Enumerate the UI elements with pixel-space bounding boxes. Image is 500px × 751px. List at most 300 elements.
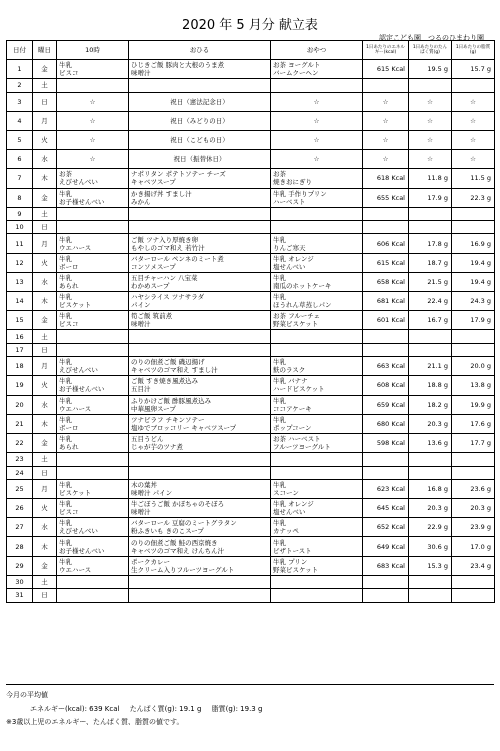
energy-cell: ☆ bbox=[363, 92, 409, 111]
protein-cell: 22.4 g bbox=[409, 292, 452, 311]
pm-snack-cell bbox=[271, 556, 363, 575]
lunch-cell bbox=[129, 537, 271, 556]
cell-line: 牛乳 手作りプリン bbox=[273, 189, 327, 198]
day-cell: 14 bbox=[7, 292, 33, 311]
fat-cell: 20.0 g bbox=[452, 357, 495, 376]
cell-line: 麩のラスク bbox=[273, 366, 306, 375]
weekday-cell: 金 bbox=[33, 311, 57, 330]
cell-line: お茶 フルーチェ bbox=[273, 312, 321, 321]
lunch-cell bbox=[129, 395, 271, 414]
cell-line: 味噌汁 bbox=[131, 320, 151, 329]
cell-line: 祝日（みどりの日） bbox=[170, 116, 229, 125]
day-cell: 4 bbox=[7, 111, 33, 130]
cell-line: ココアケーキ bbox=[273, 404, 312, 413]
protein-cell: 21.5 g bbox=[409, 272, 452, 291]
day-cell: 15 bbox=[7, 311, 33, 330]
lunch-cell bbox=[129, 188, 271, 207]
protein-cell: 18.7 g bbox=[409, 253, 452, 272]
pm-snack-cell bbox=[271, 395, 363, 414]
day-cell: 24 bbox=[7, 466, 33, 479]
am-snack-cell bbox=[57, 357, 129, 376]
fat-cell bbox=[452, 330, 495, 343]
cell-line: えびせんべい bbox=[59, 178, 98, 187]
energy-cell: 606 Kcal bbox=[363, 234, 409, 253]
cell-line: ピザトースト bbox=[273, 546, 312, 555]
pm-snack-cell bbox=[271, 466, 363, 479]
am-snack-cell bbox=[57, 453, 129, 466]
fat-cell: 22.3 g bbox=[452, 188, 495, 207]
cell-line: ☆ bbox=[313, 155, 320, 164]
cell-line: ☆ bbox=[89, 116, 96, 125]
am-snack-cell bbox=[57, 130, 129, 149]
energy-cell: 652 Kcal bbox=[363, 518, 409, 537]
cell-line: ボーロ bbox=[59, 423, 79, 432]
table-row bbox=[7, 575, 495, 588]
cell-line: 筍ご飯 筑前煮 bbox=[131, 312, 173, 321]
lunch-cell bbox=[129, 518, 271, 537]
fat-cell: ☆ bbox=[452, 130, 495, 149]
table-row bbox=[7, 395, 495, 414]
protein-cell: 21.1 g bbox=[409, 357, 452, 376]
cell-line: 牛乳 bbox=[59, 358, 72, 367]
pm-snack-cell bbox=[271, 253, 363, 272]
protein-cell bbox=[409, 207, 452, 220]
lunch-cell bbox=[129, 292, 271, 311]
day-cell: 12 bbox=[7, 253, 33, 272]
cell-line: もやしのゴマ和え 若竹汁 bbox=[131, 243, 205, 252]
cell-line: ☆ bbox=[313, 116, 320, 125]
am-snack-cell bbox=[57, 479, 129, 498]
fat-cell bbox=[452, 343, 495, 356]
cell-line: パイン bbox=[131, 301, 151, 310]
fat-cell bbox=[452, 221, 495, 234]
energy-cell bbox=[363, 221, 409, 234]
cell-line: 木の葉丼 bbox=[131, 481, 157, 490]
am-snack-cell bbox=[57, 311, 129, 330]
lunch-cell bbox=[129, 575, 271, 588]
fat-cell: 23.4 g bbox=[452, 556, 495, 575]
cell-line: 牛乳 bbox=[273, 293, 286, 302]
day-cell: 28 bbox=[7, 537, 33, 556]
am-snack-cell bbox=[57, 272, 129, 291]
header-pm-snack: おやつ bbox=[271, 41, 363, 60]
day-cell: 6 bbox=[7, 150, 33, 169]
day-cell: 31 bbox=[7, 589, 33, 602]
cell-line: 五目うどん bbox=[131, 435, 164, 444]
weekday-cell: 月 bbox=[33, 234, 57, 253]
cell-line: キャベツのゴマ和え けんちん汁 bbox=[131, 546, 225, 555]
table-row bbox=[7, 376, 495, 395]
energy-cell: 618 Kcal bbox=[363, 169, 409, 188]
header-fat: 1日あたりの脂質(g) bbox=[452, 41, 495, 60]
cell-line: ポップコーン bbox=[273, 423, 312, 432]
pm-snack-cell bbox=[271, 518, 363, 537]
table-row bbox=[7, 221, 495, 234]
fat-cell: 15.7 g bbox=[452, 60, 495, 79]
lunch-cell bbox=[129, 169, 271, 188]
energy-cell: 655 Kcal bbox=[363, 188, 409, 207]
cell-line: 牛乳 bbox=[59, 273, 72, 282]
day-cell: 1 bbox=[7, 60, 33, 79]
cell-line: お子様せんべい bbox=[59, 197, 105, 206]
cell-line: 牛乳 bbox=[59, 415, 72, 424]
energy-cell: 658 Kcal bbox=[363, 272, 409, 291]
cell-line: ビスケット bbox=[59, 489, 92, 498]
pm-snack-cell bbox=[271, 357, 363, 376]
fat-cell: 17.0 g bbox=[452, 537, 495, 556]
fat-cell: 13.8 g bbox=[452, 376, 495, 395]
table-row bbox=[7, 589, 495, 602]
cell-line: 牛乳 bbox=[59, 312, 72, 321]
fat-cell: 23.6 g bbox=[452, 479, 495, 498]
weekday-cell: 水 bbox=[33, 395, 57, 414]
fat-cell: 17.6 g bbox=[452, 414, 495, 433]
header-day: 日付 bbox=[7, 41, 33, 60]
fat-cell: 23.9 g bbox=[452, 518, 495, 537]
fat-cell bbox=[452, 466, 495, 479]
am-snack-cell bbox=[57, 518, 129, 537]
day-cell: 21 bbox=[7, 414, 33, 433]
table-row bbox=[7, 433, 495, 452]
energy-cell: ☆ bbox=[363, 150, 409, 169]
cell-line: ☆ bbox=[313, 97, 320, 106]
lunch-cell bbox=[129, 311, 271, 330]
day-cell: 25 bbox=[7, 479, 33, 498]
pm-snack-cell bbox=[271, 169, 363, 188]
cell-line: りんご寒天 bbox=[273, 243, 306, 252]
day-cell: 18 bbox=[7, 357, 33, 376]
cell-line: ウエハース bbox=[59, 404, 92, 413]
cell-line: 牛乳 バナナ bbox=[273, 377, 308, 386]
lunch-cell bbox=[129, 556, 271, 575]
cell-line: 牛乳 bbox=[59, 519, 72, 528]
pm-snack-cell bbox=[271, 479, 363, 498]
protein-cell: 20.3 g bbox=[409, 499, 452, 518]
energy-cell: 649 Kcal bbox=[363, 537, 409, 556]
protein-cell: 15.3 g bbox=[409, 556, 452, 575]
energy-cell: 598 Kcal bbox=[363, 433, 409, 452]
weekday-cell: 火 bbox=[33, 130, 57, 149]
header-am-snack: 10時 bbox=[57, 41, 129, 60]
cell-line: お茶 ハーベスト bbox=[273, 435, 321, 444]
average-values bbox=[30, 704, 270, 714]
pm-snack-cell bbox=[271, 188, 363, 207]
pm-snack-cell bbox=[271, 292, 363, 311]
protein-cell bbox=[409, 453, 452, 466]
average-title: 今月の平均値 bbox=[6, 691, 48, 699]
lunch-cell bbox=[129, 466, 271, 479]
cell-line: 塩ゆでブロッコリー キャベツスープ bbox=[131, 423, 237, 432]
lunch-cell bbox=[129, 272, 271, 291]
cell-line: えびせんべい bbox=[59, 366, 98, 375]
protein-cell: ☆ bbox=[409, 111, 452, 130]
table-row bbox=[7, 499, 495, 518]
fat-cell: 17.7 g bbox=[452, 433, 495, 452]
cell-line: 五目汁 bbox=[131, 385, 151, 394]
energy-cell: 663 Kcal bbox=[363, 357, 409, 376]
am-snack-cell bbox=[57, 376, 129, 395]
fat-cell: ☆ bbox=[452, 111, 495, 130]
energy-cell: 681 Kcal bbox=[363, 292, 409, 311]
average-fat: 脂質(g): 19.3 g bbox=[211, 705, 263, 713]
pm-snack-cell bbox=[271, 234, 363, 253]
fat-cell: 16.9 g bbox=[452, 234, 495, 253]
cell-line: 牛乳 bbox=[59, 61, 72, 70]
lunch-cell bbox=[129, 234, 271, 253]
pm-snack-cell bbox=[271, 272, 363, 291]
cell-line: バームクーヘン bbox=[273, 69, 319, 78]
cell-line: のりの佃煮ご飯 鮭の西京焼き bbox=[131, 538, 218, 547]
table-row bbox=[7, 272, 495, 291]
protein-cell: 18.2 g bbox=[409, 395, 452, 414]
cell-line: 牛乳 bbox=[273, 415, 286, 424]
pm-snack-cell bbox=[271, 60, 363, 79]
weekday-cell: 日 bbox=[33, 221, 57, 234]
pm-snack-cell bbox=[271, 92, 363, 111]
header-lunch: おひる bbox=[129, 41, 271, 60]
table-row bbox=[7, 479, 495, 498]
lunch-cell bbox=[129, 479, 271, 498]
cell-line: 五目チャーハン 八宝菜 bbox=[131, 273, 198, 282]
protein-cell: ☆ bbox=[409, 92, 452, 111]
table-header-row bbox=[7, 41, 495, 60]
table-row bbox=[7, 466, 495, 479]
energy-cell bbox=[363, 207, 409, 220]
weekday-cell: 木 bbox=[33, 292, 57, 311]
am-snack-cell bbox=[57, 253, 129, 272]
cell-line: 牛乳 bbox=[59, 557, 72, 566]
energy-cell: ☆ bbox=[363, 111, 409, 130]
pm-snack-cell bbox=[271, 376, 363, 395]
am-snack-cell bbox=[57, 207, 129, 220]
am-snack-cell bbox=[57, 111, 129, 130]
cell-line: ご飯 すき焼き風煮込み bbox=[131, 377, 199, 386]
lunch-cell bbox=[129, 92, 271, 111]
page-title: 2020 年 5 月分 献立表 bbox=[182, 18, 318, 33]
cell-line: ☆ bbox=[89, 155, 96, 164]
cell-line: ハーベスト bbox=[273, 197, 306, 206]
day-cell: 26 bbox=[7, 499, 33, 518]
am-snack-cell bbox=[57, 433, 129, 452]
energy-cell bbox=[363, 79, 409, 92]
weekday-cell: 土 bbox=[33, 207, 57, 220]
cell-line: お子様せんべい bbox=[59, 546, 105, 555]
cell-line: フルーツヨーグルト bbox=[273, 443, 331, 452]
cell-line: お子様せんべい bbox=[59, 385, 105, 394]
fat-cell bbox=[452, 589, 495, 602]
pm-snack-cell bbox=[271, 414, 363, 433]
cell-line: ハードビスケット bbox=[273, 385, 325, 394]
protein-cell: 20.3 g bbox=[409, 414, 452, 433]
day-cell: 19 bbox=[7, 376, 33, 395]
table-row bbox=[7, 188, 495, 207]
energy-cell: 680 Kcal bbox=[363, 414, 409, 433]
am-snack-cell bbox=[57, 589, 129, 602]
am-snack-cell bbox=[57, 343, 129, 356]
cell-line: ふりかけご飯 酢豚風煮込み bbox=[131, 396, 212, 405]
lunch-cell bbox=[129, 79, 271, 92]
cell-line: 味噌汁 bbox=[131, 508, 151, 517]
lunch-cell bbox=[129, 111, 271, 130]
table-row bbox=[7, 292, 495, 311]
cell-line: みかん bbox=[131, 197, 151, 206]
cell-line: 牛乳 bbox=[273, 519, 286, 528]
pm-snack-cell bbox=[271, 311, 363, 330]
energy-cell: 601 Kcal bbox=[363, 311, 409, 330]
energy-cell bbox=[363, 453, 409, 466]
cell-line: 牛ごぼうご飯 かぼちゃのそぼろ bbox=[131, 500, 225, 509]
day-cell: 9 bbox=[7, 207, 33, 220]
cell-line: あられ bbox=[59, 281, 79, 290]
lunch-cell bbox=[129, 343, 271, 356]
header-weekday: 曜日 bbox=[33, 41, 57, 60]
cell-line: 牛乳 bbox=[59, 538, 72, 547]
protein-cell bbox=[409, 589, 452, 602]
weekday-cell: 日 bbox=[33, 589, 57, 602]
lunch-cell bbox=[129, 130, 271, 149]
day-cell: 17 bbox=[7, 343, 33, 356]
am-snack-cell bbox=[57, 575, 129, 588]
protein-cell bbox=[409, 221, 452, 234]
cell-line: ご飯 ツナ入り厚焼き卵 bbox=[131, 235, 199, 244]
cell-line: 牛乳 bbox=[273, 273, 286, 282]
weekday-cell: 木 bbox=[33, 537, 57, 556]
protein-cell: ☆ bbox=[409, 150, 452, 169]
protein-cell: 17.8 g bbox=[409, 234, 452, 253]
protein-cell: 13.6 g bbox=[409, 433, 452, 452]
lunch-cell bbox=[129, 207, 271, 220]
weekday-cell: 金 bbox=[33, 188, 57, 207]
cell-line: 牛乳 bbox=[59, 500, 72, 509]
am-snack-cell bbox=[57, 188, 129, 207]
cell-line: お茶 bbox=[59, 170, 72, 179]
am-snack-cell bbox=[57, 150, 129, 169]
energy-cell: 615 Kcal bbox=[363, 60, 409, 79]
am-snack-cell bbox=[57, 92, 129, 111]
cell-line: 牛乳 bbox=[273, 396, 286, 405]
day-cell: 13 bbox=[7, 272, 33, 291]
protein-cell: 30.6 g bbox=[409, 537, 452, 556]
table-row bbox=[7, 311, 495, 330]
weekday-cell: 金 bbox=[33, 433, 57, 452]
day-cell: 3 bbox=[7, 92, 33, 111]
cell-line: 祝日（憲法記念日） bbox=[170, 97, 229, 106]
day-cell: 10 bbox=[7, 221, 33, 234]
pm-snack-cell bbox=[271, 575, 363, 588]
cell-line: 塩せんべい bbox=[273, 508, 306, 517]
cell-line: 牛乳 bbox=[59, 396, 72, 405]
weekday-cell: 木 bbox=[33, 414, 57, 433]
pm-snack-cell bbox=[271, 330, 363, 343]
energy-cell bbox=[363, 575, 409, 588]
cell-line: のりの佃煮ご飯 磯辺揚げ bbox=[131, 358, 205, 367]
energy-cell bbox=[363, 330, 409, 343]
fat-cell: 11.5 g bbox=[452, 169, 495, 188]
day-cell: 2 bbox=[7, 79, 33, 92]
cell-line: ほうれん草蒸しパン bbox=[273, 301, 332, 310]
table-row bbox=[7, 79, 495, 92]
cell-line: スコーン bbox=[273, 489, 299, 498]
protein-cell bbox=[409, 343, 452, 356]
lunch-cell bbox=[129, 453, 271, 466]
protein-cell: ☆ bbox=[409, 130, 452, 149]
lunch-cell bbox=[129, 60, 271, 79]
protein-cell: 18.8 g bbox=[409, 376, 452, 395]
table-row bbox=[7, 357, 495, 376]
weekday-cell: 月 bbox=[33, 111, 57, 130]
cell-line: 焼きおにぎり bbox=[273, 178, 312, 187]
protein-cell: 11.8 g bbox=[409, 169, 452, 188]
protein-cell: 22.9 g bbox=[409, 518, 452, 537]
menu-table bbox=[6, 40, 495, 603]
header-protein: 1日あたりのたんぱく質(g) bbox=[409, 41, 452, 60]
table-row bbox=[7, 234, 495, 253]
lunch-cell bbox=[129, 221, 271, 234]
cell-line: ☆ bbox=[89, 97, 96, 106]
protein-cell: 17.9 g bbox=[409, 188, 452, 207]
fat-cell bbox=[452, 453, 495, 466]
lunch-cell bbox=[129, 330, 271, 343]
lunch-cell bbox=[129, 376, 271, 395]
weekday-cell: 金 bbox=[33, 556, 57, 575]
fat-cell: 19.9 g bbox=[452, 395, 495, 414]
cell-line: 中華風卵スープ bbox=[131, 404, 176, 413]
organization-name: 認定こども園 つるのひまわり園 bbox=[379, 34, 484, 42]
energy-cell: 659 Kcal bbox=[363, 395, 409, 414]
table-row bbox=[7, 556, 495, 575]
weekday-cell: 水 bbox=[33, 272, 57, 291]
pm-snack-cell bbox=[271, 221, 363, 234]
weekday-cell: 土 bbox=[33, 330, 57, 343]
protein-cell bbox=[409, 79, 452, 92]
pm-snack-cell bbox=[271, 453, 363, 466]
weekday-cell: 月 bbox=[33, 357, 57, 376]
cell-line: バターロール ペンネのミート煮 bbox=[131, 254, 224, 263]
day-cell: 16 bbox=[7, 330, 33, 343]
weekday-cell: 水 bbox=[33, 518, 57, 537]
cell-line: バターロール 豆腐のミートグラタン bbox=[131, 519, 237, 528]
lunch-cell bbox=[129, 150, 271, 169]
cell-line: あられ bbox=[59, 443, 79, 452]
cell-line: ひじきご飯 豚肉と大根のうま煮 bbox=[131, 61, 225, 70]
fat-cell: 20.3 g bbox=[452, 499, 495, 518]
cell-line: じゃが芋のツナ煮 bbox=[131, 443, 183, 452]
day-cell: 29 bbox=[7, 556, 33, 575]
table-row bbox=[7, 60, 495, 79]
protein-cell: 16.8 g bbox=[409, 479, 452, 498]
am-snack-cell bbox=[57, 292, 129, 311]
cell-line: 生クリーム入りフルーツヨーグルト bbox=[131, 565, 235, 574]
weekday-cell: 月 bbox=[33, 479, 57, 498]
weekday-cell: 日 bbox=[33, 92, 57, 111]
day-cell: 11 bbox=[7, 234, 33, 253]
cell-line: 牛乳 オレンジ bbox=[273, 500, 314, 509]
weekday-cell: 火 bbox=[33, 253, 57, 272]
pm-snack-cell bbox=[271, 130, 363, 149]
average-protein: たんぱく質(g): 19.1 g bbox=[129, 705, 202, 713]
am-snack-cell bbox=[57, 466, 129, 479]
average-energy: エネルギー(kcal): 639 Kcal bbox=[30, 705, 120, 713]
cell-line: カナッペ bbox=[273, 527, 299, 536]
energy-cell: ☆ bbox=[363, 130, 409, 149]
cell-line: ツナピラフ チキンソテー bbox=[131, 415, 205, 424]
cell-line: ビスコ bbox=[59, 320, 79, 329]
cell-line: 牛乳 bbox=[59, 293, 72, 302]
day-cell: 27 bbox=[7, 518, 33, 537]
cell-line: 牛乳 bbox=[59, 435, 72, 444]
footnote: ※3歳以上児のエネルギー、たんぱく質、脂質の値です。 bbox=[6, 718, 184, 726]
energy-cell: 645 Kcal bbox=[363, 499, 409, 518]
